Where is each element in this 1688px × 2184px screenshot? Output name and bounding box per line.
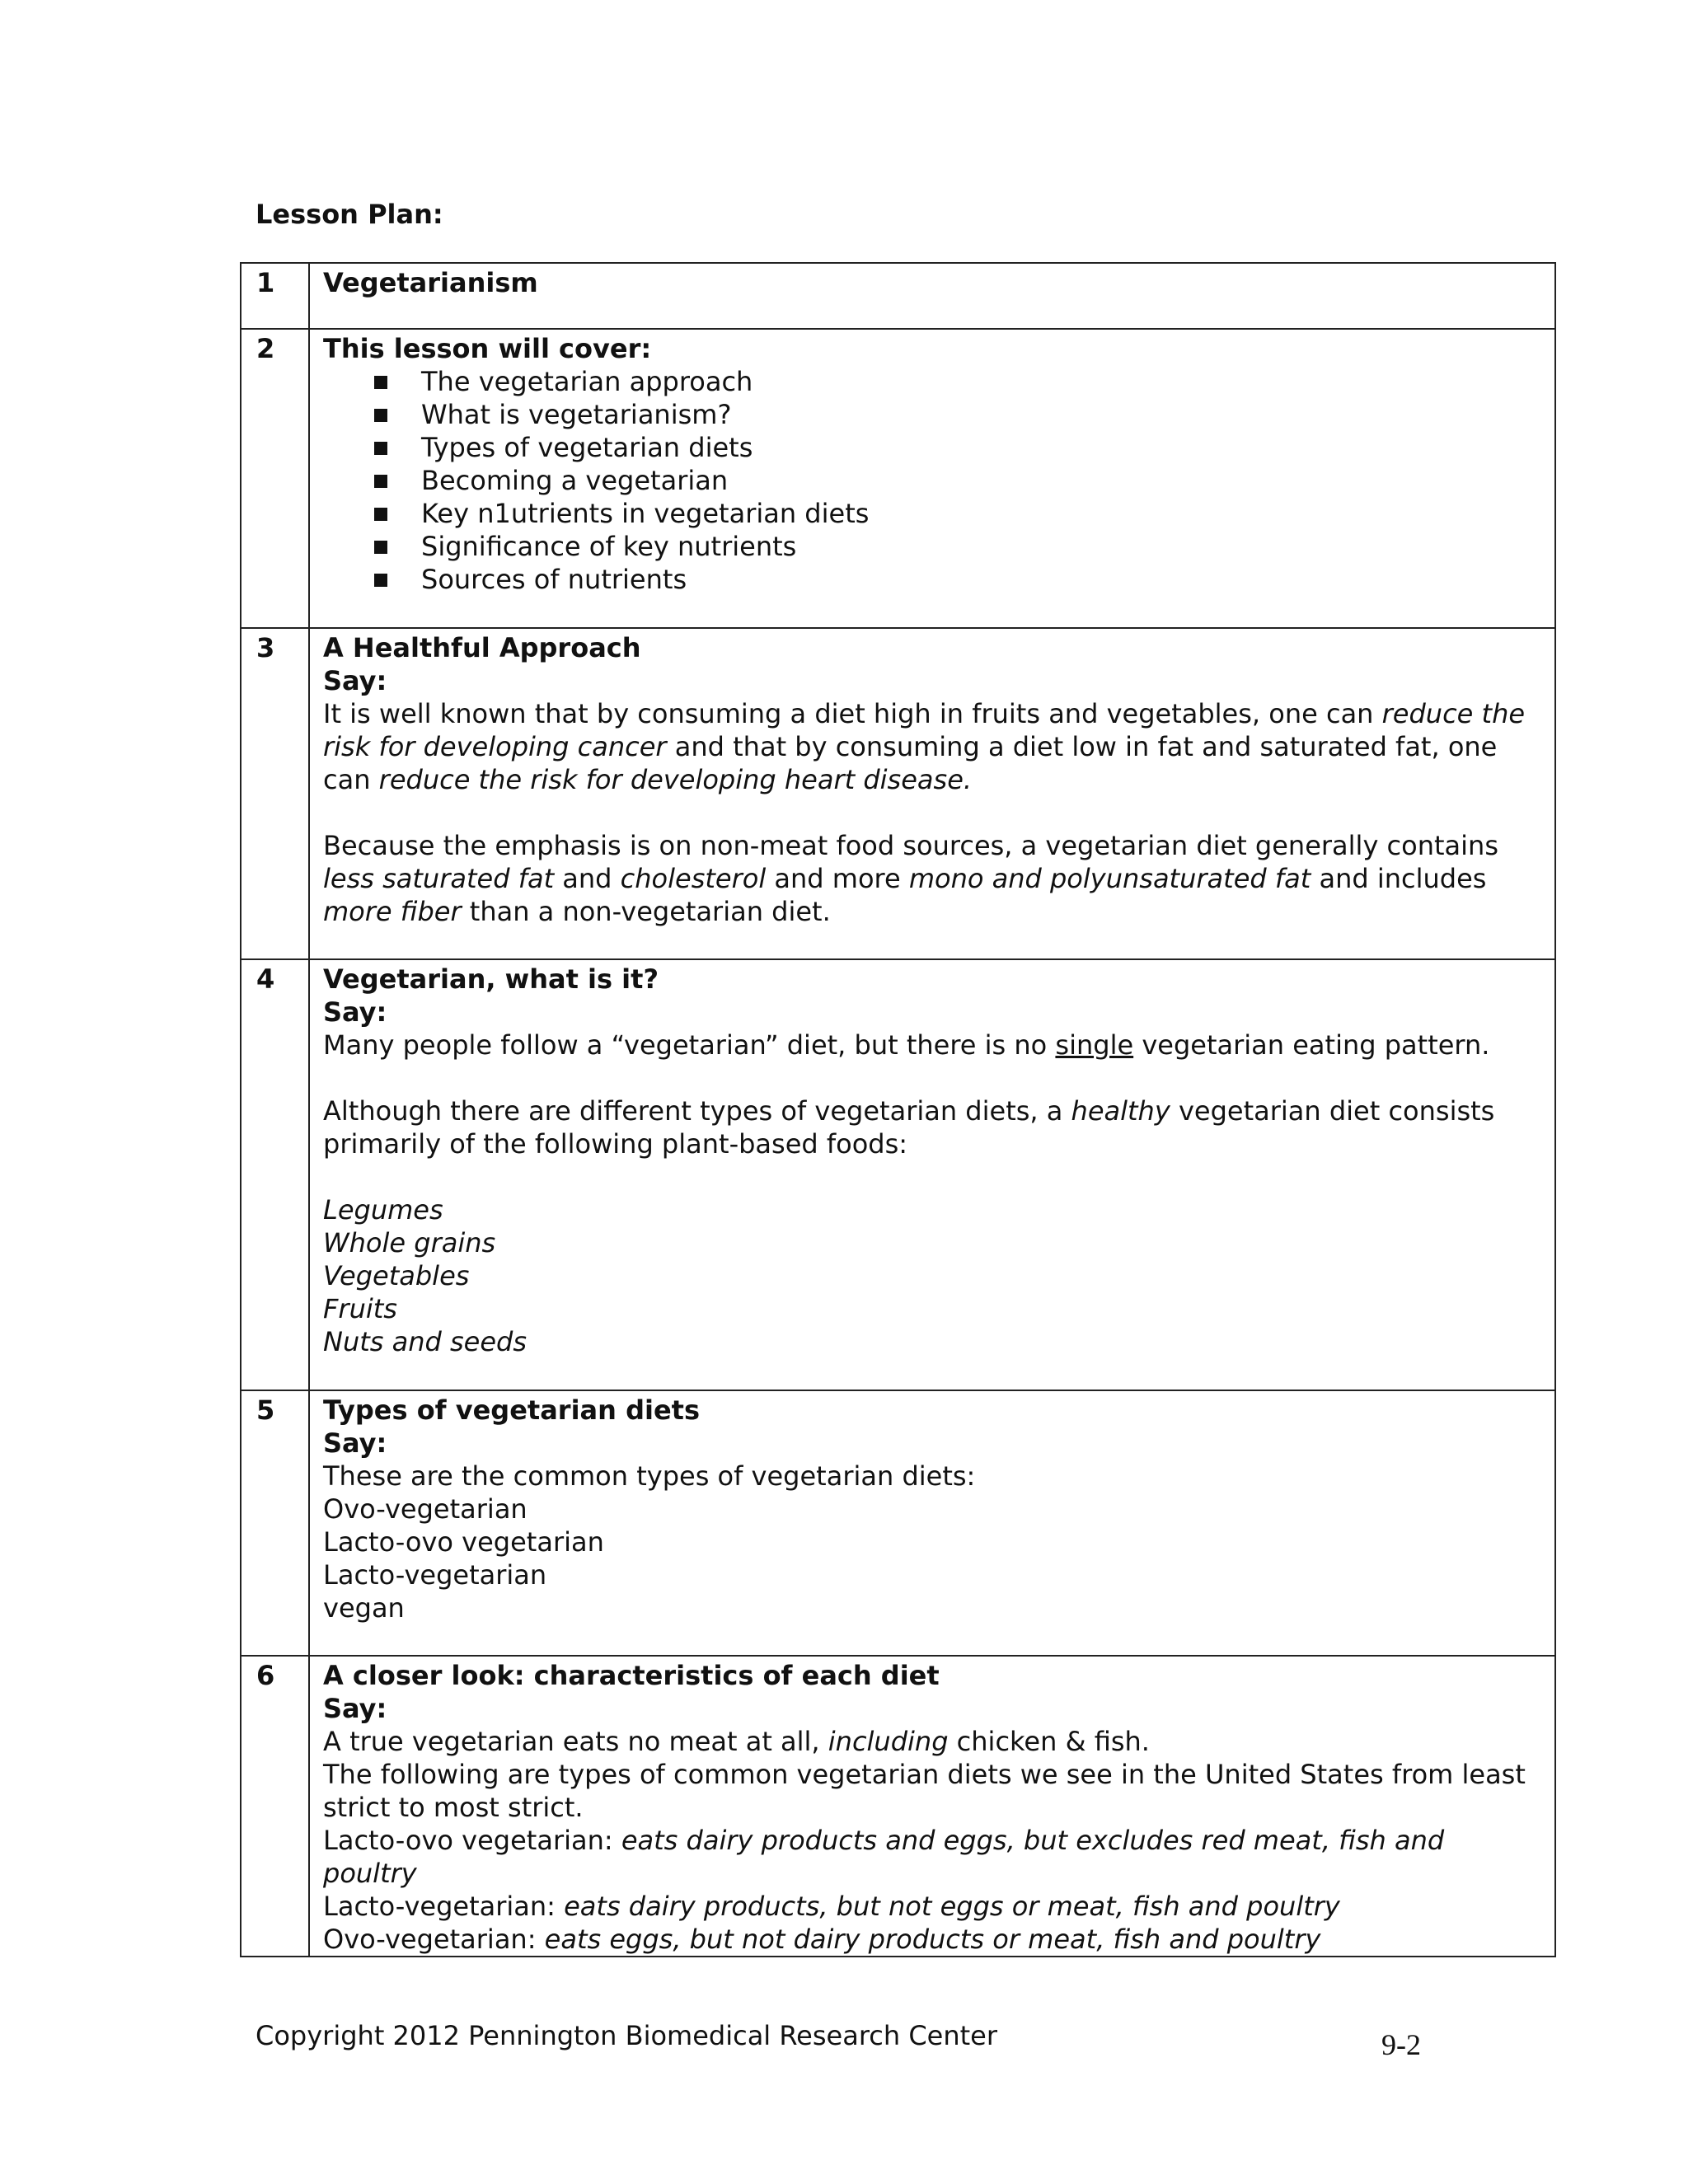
say-label: Say: — [323, 996, 387, 1028]
list-item: Sources of nutrients — [374, 563, 1543, 596]
square-bullet-icon — [374, 442, 387, 455]
paragraph: Many people follow a “vegetarian” diet, but there is no single vegetarian eating pattern. — [323, 1029, 1490, 1061]
list-item: Lacto-ovo vegetarian — [323, 1526, 604, 1558]
topic-list — [323, 365, 1543, 596]
paragraph: These are the common types of vegetarian diets: — [323, 1460, 976, 1492]
row-title: Vegetarianism — [323, 267, 538, 298]
row-content — [309, 1656, 1555, 1957]
list-item: Whole grains — [323, 1227, 496, 1258]
square-bullet-icon — [374, 409, 387, 422]
page-heading: Lesson Plan: — [256, 199, 443, 230]
paragraph: A true vegetarian eats no meat at all, including chicken & fish. — [323, 1726, 1150, 1757]
row-number: 3 — [241, 628, 309, 959]
list-item: Nuts and seeds — [323, 1326, 528, 1357]
table-row — [241, 1656, 1555, 1957]
paragraph: Because the emphasis is on non-meat food sources, a vegetarian diet generally contains less saturated fat and cholesterol and more mono and polyunsaturated fat and includes more fiber than a non-vegetarian diet. — [323, 830, 1498, 927]
square-bullet-icon — [374, 475, 387, 488]
row-number: 6 — [241, 1656, 309, 1957]
row-content — [309, 329, 1555, 628]
list-item: Vegetables — [323, 1260, 470, 1291]
square-bullet-icon — [374, 574, 387, 587]
list-item: Key n1utrients in vegetarian diets — [374, 497, 1543, 530]
copyright-footer: Copyright 2012 Pennington Biomedical Research Center — [256, 2020, 998, 2051]
paragraph: It is well known that by consuming a diet high in fruits and vegetables, one can reduce the risk for developing cancer and that by consuming a diet low in fat and saturated fat, one can reduce the risk for developing heart disease. — [323, 698, 1526, 795]
row-content — [309, 959, 1555, 1390]
say-label: Say: — [323, 1693, 387, 1724]
list-item: vegan — [323, 1592, 405, 1624]
list-item: Becoming a vegetarian — [374, 464, 1543, 497]
row-content — [309, 1390, 1555, 1656]
row-number: 5 — [241, 1390, 309, 1656]
paragraph: The following are types of common vegetarian diets we see in the United States from least strict to most strict. — [323, 1759, 1526, 1823]
page-number: 9-2 — [1381, 2028, 1421, 2061]
list-item: The vegetarian approach — [374, 365, 1543, 398]
row-title: A closer look: characteristics of each diet — [323, 1660, 940, 1691]
list-item: Lacto-vegetarian — [323, 1559, 547, 1591]
row-number: 4 — [241, 959, 309, 1390]
row-number: 1 — [241, 263, 309, 329]
row-title: A Healthful Approach — [323, 632, 641, 663]
table-row — [241, 1390, 1555, 1656]
list-item: What is vegetarianism? — [374, 398, 1543, 431]
diet-definition: Lacto-vegetarian: eats dairy products, but not eggs or meat, fish and poultry — [323, 1891, 1340, 1922]
table-row — [241, 329, 1555, 628]
table-row — [241, 959, 1555, 1390]
row-number: 2 — [241, 329, 309, 628]
row-title: Types of vegetarian diets — [323, 1394, 700, 1426]
row-content — [309, 263, 1555, 329]
square-bullet-icon — [374, 541, 387, 554]
square-bullet-icon — [374, 508, 387, 521]
list-item: Types of vegetarian diets — [374, 431, 1543, 464]
list-item: Fruits — [323, 1293, 397, 1324]
row-title: Vegetarian, what is it? — [323, 963, 659, 995]
list-item: Significance of key nutrients — [374, 530, 1543, 563]
square-bullet-icon — [374, 376, 387, 389]
list-item: Legumes — [323, 1194, 443, 1226]
table-row — [241, 263, 1555, 329]
list-item: Ovo-vegetarian — [323, 1493, 528, 1525]
table-row — [241, 628, 1555, 959]
say-label: Say: — [323, 1427, 387, 1459]
paragraph: Although there are different types of vegetarian diets, a healthy vegetarian diet consists primarily of the following plant-based foods: — [323, 1095, 1495, 1160]
row-title: This lesson will cover: — [323, 333, 652, 364]
lesson-plan-table — [240, 262, 1556, 1957]
diet-definition: Ovo-vegetarian: eats eggs, but not dairy products or meat, fish and poultry — [323, 1924, 1321, 1955]
diet-definition: Lacto-ovo vegetarian: eats dairy products and eggs, but excludes red meat, fish and poultry — [323, 1825, 1445, 1889]
row-content — [309, 628, 1555, 959]
say-label: Say: — [323, 665, 387, 696]
